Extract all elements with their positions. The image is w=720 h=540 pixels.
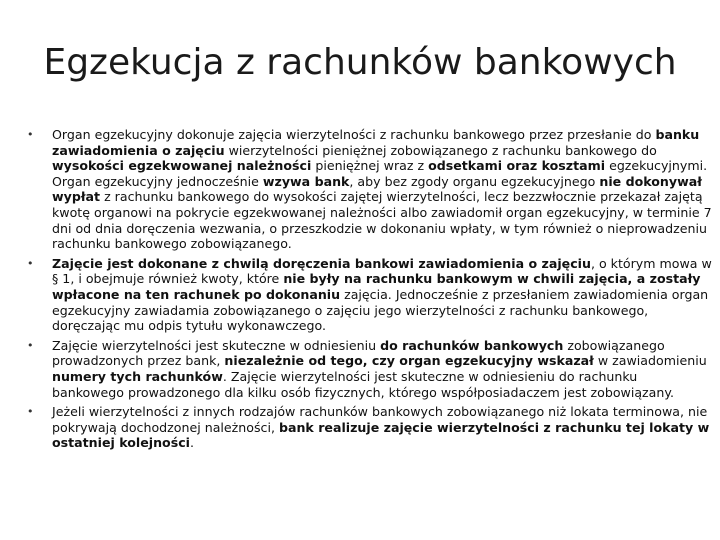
- bullet-text-bold: wysokości egzekwowanej należności: [52, 158, 312, 174]
- bullet-marker: •: [27, 128, 34, 141]
- bullet-item: [20, 404, 712, 451]
- bullet-item: [20, 127, 712, 252]
- bullet-item: [20, 256, 712, 334]
- bullet-text-bold: wzywa bank: [262, 173, 350, 189]
- bullet-text: wierzytelności pieniężnej zobowiązanego z rachunku bankowego do: [224, 142, 657, 158]
- bullet-text: . Zajęcie wierzytelności jest skuteczne w odniesieniu do rachunku bankowego prowadzonego dla kilku osób fizycznych, którego współposiadaczem jest zobowiązany.: [52, 368, 675, 400]
- bullet-text-bold: Zajęcie jest dokonane z chwilą doręczenia bankowi zawiadomienia o zajęciu: [52, 255, 591, 271]
- bullet-text-bold: do rachunków bankowych: [380, 337, 564, 353]
- bullet-text-bold: nie dokonywał wypłat: [52, 173, 702, 205]
- bullet-text: Organ egzekucyjny dokonuje zajęcia wierzytelności z rachunku bankowego przez przesłanie do: [52, 127, 656, 142]
- bullet-text: pieniężnej wraz z: [311, 158, 429, 174]
- bullet-text: Zajęcie wierzytelności jest skuteczne w odniesieniu: [52, 337, 381, 353]
- bullet-text-bold: numery tych rachunków: [52, 368, 223, 384]
- bullet-text: .: [189, 435, 194, 451]
- bullet-text: egzekucyjnymi. Organ egzekucyjny jednocześnie: [52, 158, 708, 189]
- bullet-text: Jeżeli wierzytelności z innych rodzajów rachunków bankowych zobowiązanego niż lokata terminowa, nie pokrywają dochodzonej należności,: [52, 404, 708, 435]
- bullet-text-bold: banku zawiadomienia o zajęciu: [52, 127, 700, 158]
- bullet-text: zajęcia. Jednocześnie z przesłaniem zawiadomienia organ egzekucyjny zawiadamia zobowiązanego o zajęciu jego wierzytelności z rachunku bankowego, doręczając mu odpis tytułu wykonawczego.: [52, 286, 709, 334]
- bullet-list: [20, 127, 712, 455]
- bullet-marker: •: [27, 256, 34, 270]
- bullet-text-bold: odsetkami oraz kosztami: [428, 158, 606, 174]
- bullet-item: [20, 338, 712, 400]
- bullet-text-bold: niezależnie od tego, czy organ egzekucyjny wskazał: [224, 353, 594, 369]
- bullet-text: zobowiązanego prowadzonych przez bank,: [52, 337, 665, 369]
- bullet-text-bold: bank realizuje zajęcie wierzytelności z rachunku tej lokaty w ostatniej kolejności: [52, 419, 710, 451]
- bullet-text-bold: nie były na rachunku bankowym w chwili zajęcia, a zostały wpłacone na ten rachunek po dokonaniu: [52, 271, 701, 302]
- bullet-text: , o którym mowa w § 1, i obejmuje również kwoty, które: [52, 255, 712, 287]
- slide-title: Egzekucja z rachunków bankowych: [43, 42, 677, 83]
- bullet-text: , aby bez zgody organu egzekucyjnego: [349, 173, 600, 189]
- bullet-text: z rachunku bankowego do wysokości zajętej wierzytelności, lecz bezzwłocznie przekazał zajętą kwotę organowi na pokrycie egzekwowanej należności albo zawiadomił organ egzekucyjny, w terminie 7 dni od dnia doręczenia wezwania, o przeszkodzie w dokonaniu wpłaty, w tym również o nieprowadzeniu rachunku bankowego zobowiązanego.: [52, 189, 712, 252]
- bullet-text: w zawiadomieniu: [593, 353, 707, 369]
- bullet-marker: •: [27, 405, 34, 419]
- bullet-marker: •: [27, 338, 34, 352]
